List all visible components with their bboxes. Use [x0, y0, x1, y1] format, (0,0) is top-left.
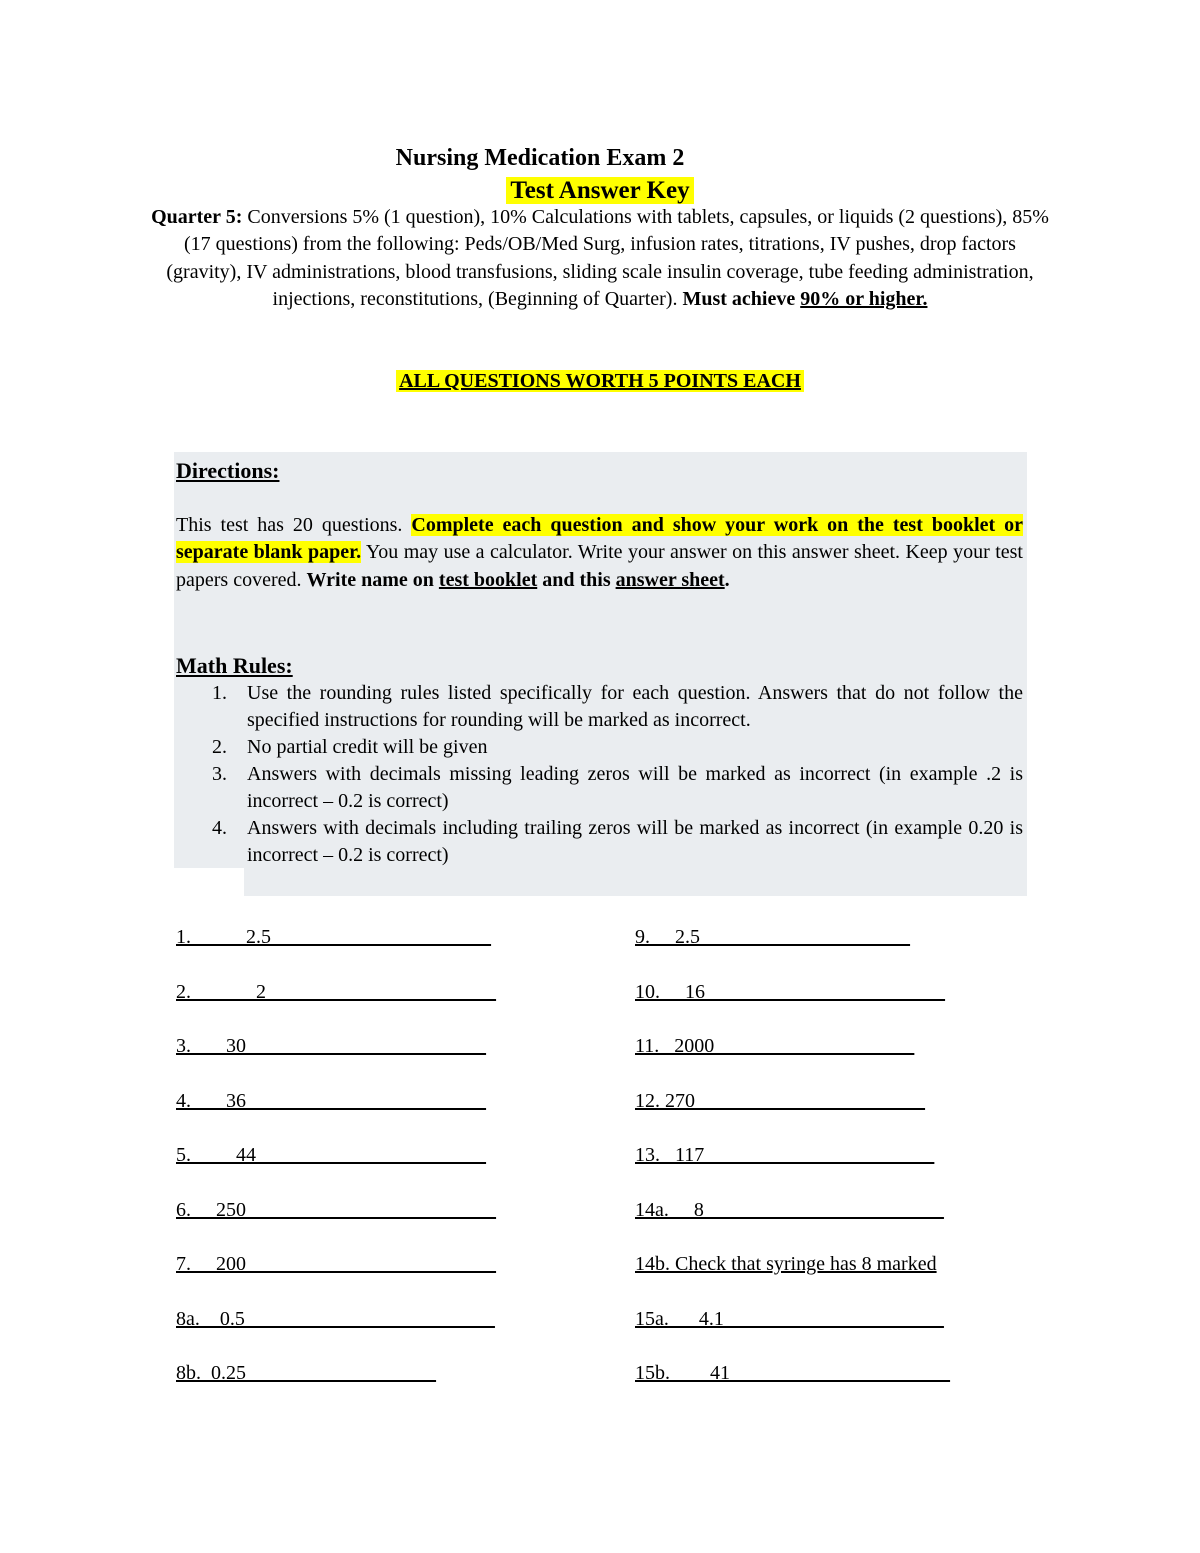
math-rules-heading: Math Rules: — [176, 653, 293, 678]
quarter-label: Quarter 5: — [151, 206, 243, 228]
rule-text: Answers with decimals missing leading zeros will be marked as incorrect (in example .2 is incorrect – 0.2 is correct) — [247, 763, 1023, 812]
answer-grid — [0, 924, 1200, 1404]
answer-15b: 15b.____41______________________ — [635, 1362, 950, 1384]
answer-14a: 14a. __8________________________ — [635, 1198, 944, 1221]
rule-number: 3. — [212, 763, 227, 785]
and-this-text: and this — [537, 568, 616, 591]
answer-12: 12. 270_______________________ — [635, 1089, 925, 1112]
directions-text — [176, 512, 1023, 594]
answer-8a: 8a.__0.5_________________________ — [176, 1307, 495, 1330]
rule-text: Answers with decimals including trailing zeros will be marked as incorrect (in example 0.20 is incorrect – 0.2 is correct) — [247, 817, 1023, 866]
passing-threshold: 90% or higher. — [800, 288, 928, 311]
answer-3: 3. ___30________________________ — [176, 1035, 486, 1057]
answer-1: 1. _____2.5______________________ — [176, 926, 491, 948]
answer-sheet-text: answer sheet — [615, 568, 725, 591]
directions-intro: This test has 20 questions. — [176, 514, 412, 536]
answer-15a: 15a.___4.1______________________ — [635, 1307, 944, 1330]
points-banner: ALL QUESTIONS WORTH 5 POINTS EACH — [396, 370, 804, 392]
directions-highlight: Complete each question and show your work on the test booklet or separate blank paper. — [176, 514, 1024, 564]
answer-4: 4. ___36________________________ — [176, 1089, 486, 1112]
answer-7: 7. __200_________________________ — [176, 1253, 496, 1275]
directions-middle: You may use a calculator. Write your answer on this answer sheet. Keep your test papers covered. — [176, 541, 1023, 591]
directions-box-notch — [174, 868, 244, 898]
rule-number: 1. — [212, 682, 227, 704]
answer-13: 13. _117_______________________ — [635, 1144, 935, 1166]
answer-key-subtitle: Test Answer Key — [506, 177, 693, 204]
points-banner-row — [0, 367, 1200, 397]
rule-number: 4. — [212, 817, 227, 839]
rule-text: No partial credit will be given — [247, 736, 488, 758]
math-rule-item — [176, 680, 1023, 734]
directions-period: . — [724, 568, 730, 591]
answer-14b: 14b. Check that syringe has 8 marked — [635, 1253, 937, 1275]
answer-2: 2. ______2_______________________ — [176, 980, 496, 1003]
rule-number: 2. — [212, 736, 227, 758]
answer-5: 5. ____44_______________________ — [176, 1144, 486, 1166]
answer-11: 11. _2000____________________ — [635, 1035, 915, 1057]
math-rules-list — [176, 680, 1023, 869]
test-booklet-text: test booklet — [438, 568, 538, 591]
page-title: Nursing Medication Exam 2 — [395, 145, 685, 171]
must-achieve-label: Must achieve — [682, 288, 801, 311]
math-rule-item — [176, 815, 1023, 869]
math-rule-item — [176, 734, 1023, 761]
answer-6: 6. __250_________________________ — [176, 1198, 496, 1221]
answer-10: 10. __16________________________ — [635, 980, 945, 1003]
answer-8b: 8b._0.25___________________ — [176, 1362, 436, 1384]
answer-9: 9. __2.5_____________________ — [635, 926, 910, 948]
math-rule-item — [176, 761, 1023, 815]
rule-text: Use the rounding rules listed specifically for each question. Answers that do not follow the specified instructions for rounding will be marked as incorrect. — [247, 682, 1023, 731]
quarter-description — [150, 204, 1050, 314]
directions-heading: Directions: — [176, 458, 280, 483]
quarter-text: Conversions 5% (1 question), 10% Calculations with tablets, capsules, or liquids (2 questions), 85% (17 questions) from the following: Peds/OB/Med Surg, infusion rates, titrations, IV pushes, drop factors (gravity), IV administrations, blood transfusions, sliding scale insulin coverage, tube feeding administration, injections, reconstitutions, (Beginning of Quarter). — [166, 206, 1049, 311]
write-name-label: Write name on — [306, 568, 439, 591]
